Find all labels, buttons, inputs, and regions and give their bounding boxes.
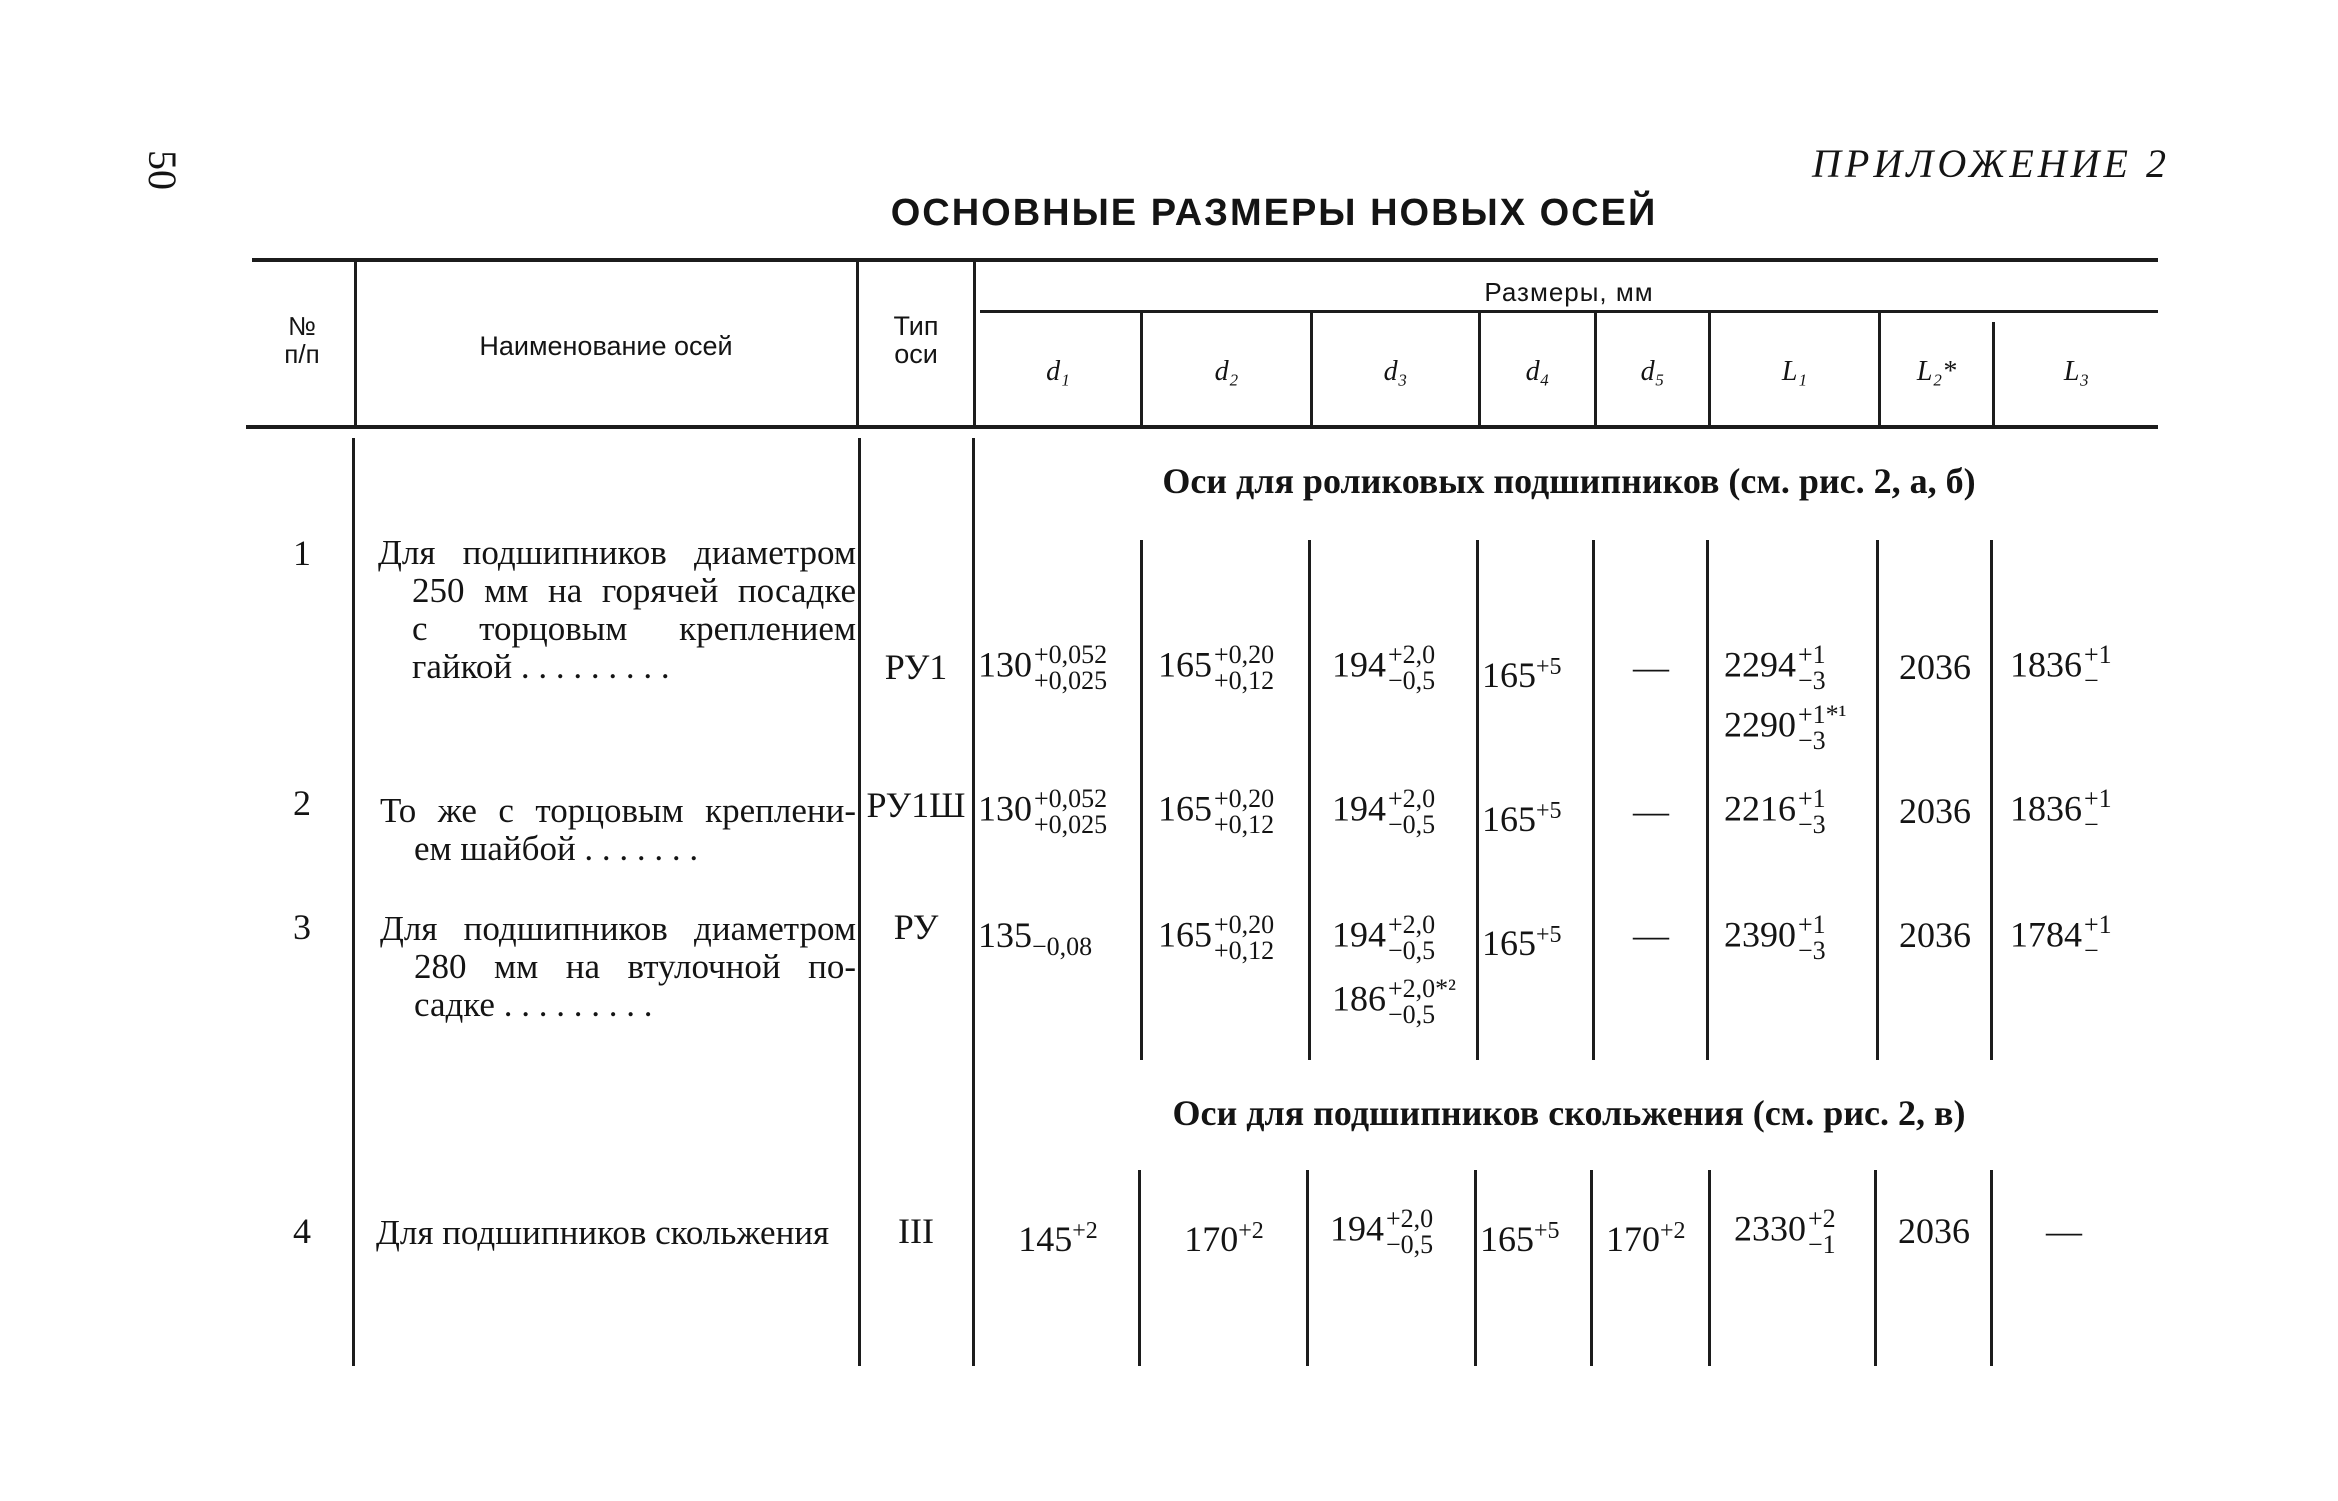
name-line: ем шайбой . . . . . . . — [414, 829, 699, 868]
body-divider — [1706, 540, 1709, 1060]
header-num: № п/п — [284, 311, 320, 369]
name-line: 280 мм на втулочной по- — [414, 947, 856, 986]
cell-L2: 2036 — [1899, 791, 1971, 831]
tolerance — [2084, 912, 2112, 964]
value-base: 194 — [1332, 914, 1386, 955]
body-divider — [1140, 540, 1143, 1060]
section-roller: Оси для роликовых подшипников (см. рис. 2, а, б) — [1162, 461, 1976, 501]
name-line: Для подшипников диаметром — [380, 909, 856, 948]
tol-up: +1 — [1798, 640, 1826, 669]
row-type: РУ1 — [884, 647, 948, 687]
value-base: 135 — [978, 915, 1032, 955]
col-d5: d₅ — [1640, 356, 1665, 387]
page-number: 50 — [140, 150, 185, 190]
row-num: 2 — [293, 783, 311, 823]
name-line: 250 мм на горячей посадке — [412, 571, 856, 610]
value-base: 2294 — [1724, 644, 1796, 685]
name-line: Для подшипников диаметром — [378, 533, 856, 572]
row-num: 3 — [293, 907, 311, 947]
cell-L1 — [1724, 786, 1826, 838]
row-type: III — [898, 1211, 934, 1251]
tol-sup: +2 — [1072, 1218, 1098, 1244]
col-L1: L₁ — [1781, 356, 1808, 387]
tol-sup: +2 — [1238, 1218, 1264, 1244]
cell-d4 — [1482, 648, 1562, 694]
tolerance — [1386, 1206, 1433, 1258]
hdr-divider — [354, 262, 357, 425]
cell-d5: — — [1633, 915, 1669, 955]
row-type: РУ — [893, 907, 939, 947]
tolerance — [1798, 702, 1846, 754]
cell-d3 — [1332, 786, 1435, 838]
section-sliding: Оси для подшипников скольжения (см. рис. 2, в) — [1172, 1093, 1966, 1133]
tol-up: +2,0 — [1386, 1204, 1434, 1233]
cell-L1 — [1724, 912, 1826, 964]
tol-up: +1 — [1798, 910, 1826, 939]
tolerance — [1808, 1206, 1836, 1258]
value-base: 130 — [978, 788, 1032, 829]
col-d3: d₃ — [1383, 356, 1408, 387]
name-line: То же с торцовым креплени- — [380, 791, 856, 830]
tolerance — [1034, 642, 1107, 694]
value-base: 1836 — [2010, 788, 2082, 829]
tolerance — [1034, 786, 1107, 838]
tol-down: −0,5 — [1388, 810, 1436, 839]
cell-L2: 2036 — [1898, 1211, 1970, 1251]
tol-down: −1 — [1808, 1230, 1836, 1259]
tol-down: −0,5 — [1388, 936, 1436, 965]
tol-up: +1 — [2084, 640, 2112, 669]
cell-d1 — [976, 1212, 1140, 1258]
tol-down: − — [2084, 810, 2099, 839]
cell-L3 — [2010, 912, 2112, 964]
body-divider — [1708, 1170, 1711, 1366]
value-base: 194 — [1332, 644, 1386, 685]
row-num: 4 — [293, 1211, 311, 1251]
body-divider — [352, 438, 355, 1366]
cell-d4 — [1480, 1212, 1560, 1258]
value-base: 2216 — [1724, 788, 1796, 829]
tol-sup: +5 — [1536, 654, 1562, 680]
value-base: 170 — [1184, 1219, 1239, 1259]
tolerance — [2084, 786, 2112, 838]
tolerance — [1388, 642, 1435, 694]
tol-down: −3 — [1798, 726, 1826, 755]
cell-L3 — [2010, 642, 2112, 694]
tol-up: +0,052 — [1034, 640, 1108, 669]
cell-d2 — [1158, 912, 1274, 964]
value-base: 186 — [1332, 978, 1386, 1019]
body-divider — [1308, 540, 1311, 1060]
cell-d4 — [1482, 792, 1562, 838]
tol-down: −0,5 — [1386, 1230, 1434, 1259]
tol-down: −0,5 — [1388, 666, 1436, 695]
tol-up: +2,0*² — [1388, 974, 1456, 1003]
tolerance — [1214, 786, 1274, 838]
value-base: 165 — [1482, 655, 1536, 695]
tol-up: +0,20 — [1214, 784, 1275, 813]
col-d1: d₁ — [1046, 356, 1070, 387]
tol-down: − — [2084, 666, 2099, 695]
cell-d3 — [1332, 912, 1435, 964]
tol-up: +2,0 — [1388, 910, 1436, 939]
tolerance — [1798, 912, 1826, 964]
cell-d1 — [978, 786, 1107, 838]
cell-d5: — — [1633, 791, 1669, 831]
body-divider — [1990, 540, 1993, 1060]
tol-sup: +5 — [1536, 922, 1562, 948]
tol-up: +0,20 — [1214, 640, 1275, 669]
value-base: 165 — [1480, 1219, 1534, 1259]
tol-down: −3 — [1798, 666, 1826, 695]
body-divider — [1138, 1170, 1141, 1366]
tol-down: +0,12 — [1214, 666, 1275, 695]
value-base: 165 — [1158, 914, 1212, 955]
value-base: 2290 — [1724, 704, 1796, 745]
header-bottom-rule — [246, 425, 2158, 429]
row-name: Для подшипников скольжения — [376, 1213, 830, 1252]
cell-d3 — [1330, 1206, 1433, 1258]
tol-up: +0,052 — [1034, 784, 1108, 813]
appendix-label: ПРИЛОЖЕНИЕ 2 — [1812, 141, 2170, 186]
tol-up: +1 — [1798, 784, 1826, 813]
cell-L1 — [1724, 642, 1826, 694]
cell-L2: 2036 — [1899, 915, 1971, 955]
row-type: РУ1Ш — [866, 785, 966, 825]
body-divider — [1474, 1170, 1477, 1366]
cell-d2 — [1158, 642, 1274, 694]
tolerance — [1388, 912, 1435, 964]
value-base: 1784 — [2010, 914, 2082, 955]
body-divider — [1476, 540, 1479, 1060]
col-d4: d₄ — [1525, 356, 1550, 387]
hdr-divider — [856, 262, 859, 425]
tol-up: +2,0 — [1388, 784, 1436, 813]
value-base: 130 — [978, 644, 1032, 685]
header-type: Тип оси — [893, 311, 939, 369]
col-d2: d₂ — [1214, 356, 1239, 387]
tolerance — [1798, 786, 1826, 838]
tol-down: +0,12 — [1214, 810, 1275, 839]
value-base: 165 — [1482, 923, 1536, 963]
cell-d2 — [1142, 1212, 1306, 1258]
body-divider — [1592, 540, 1595, 1060]
value-base: 194 — [1332, 788, 1386, 829]
cell-d1 — [978, 642, 1107, 694]
name-line: садке . . . . . . . . . — [414, 985, 653, 1024]
tol-up: +1 — [2084, 910, 2112, 939]
cell-d3 — [1332, 642, 1435, 694]
cell-d5: — — [1633, 647, 1669, 687]
tolerance — [1388, 786, 1435, 838]
tol-sub: −0,08 — [1032, 932, 1093, 962]
col-L3: L₃ — [2063, 356, 2090, 387]
page-title: ОСНОВНЫЕ РАЗМЕРЫ НОВЫХ ОСЕЙ — [890, 192, 1658, 234]
value-base: 145 — [1018, 1219, 1073, 1259]
tol-up: +1*¹ — [1798, 700, 1847, 729]
cell-d3-alt — [1332, 976, 1456, 1028]
tol-up: +1 — [2084, 784, 2112, 813]
tol-up: +0,20 — [1214, 910, 1275, 939]
tol-down: −3 — [1798, 810, 1826, 839]
cell-d5 — [1606, 1212, 1686, 1258]
value-base: 165 — [1482, 799, 1536, 839]
tol-down: − — [2084, 936, 2099, 965]
tolerance — [1388, 976, 1456, 1028]
body-divider — [1874, 1170, 1877, 1366]
tolerance — [1798, 642, 1826, 694]
tolerance — [2084, 642, 2112, 694]
tol-down: +0,025 — [1034, 810, 1108, 839]
tol-up: +2,0 — [1388, 640, 1436, 669]
name-line: гайкой . . . . . . . . . — [412, 647, 670, 686]
cell-L1 — [1734, 1206, 1836, 1258]
tol-down: −3 — [1798, 936, 1826, 965]
cell-d1 — [978, 916, 1092, 966]
tol-down: +0,025 — [1034, 666, 1108, 695]
cell-L3: — — [2046, 1211, 2082, 1251]
value-base: 2330 — [1734, 1208, 1806, 1249]
row-name — [380, 792, 856, 868]
row-num: 1 — [293, 533, 311, 573]
hdr-divider — [973, 262, 976, 425]
body-divider — [1990, 1170, 1993, 1366]
table-top-rule — [252, 258, 2158, 262]
cell-d4 — [1482, 916, 1562, 962]
body-divider — [1876, 540, 1879, 1060]
row-name — [378, 534, 856, 686]
row-name — [380, 910, 856, 1024]
value-base: 165 — [1158, 644, 1212, 685]
tol-down: −0,5 — [1388, 1000, 1436, 1029]
tol-sup: +5 — [1536, 798, 1562, 824]
tol-up: +2 — [1808, 1204, 1836, 1233]
tolerance — [1214, 642, 1274, 694]
header-sizes: Размеры, мм — [1484, 277, 1654, 307]
tol-sup: +2 — [1660, 1218, 1686, 1244]
tolerance — [1214, 912, 1274, 964]
cell-d2 — [1158, 786, 1274, 838]
cell-L3 — [2010, 786, 2112, 838]
cell-L2: 2036 — [1899, 647, 1971, 687]
value-base: 165 — [1158, 788, 1212, 829]
value-base: 194 — [1330, 1208, 1384, 1249]
body-divider — [972, 438, 975, 1366]
sizes-rule — [980, 310, 2158, 313]
tol-sup: +5 — [1534, 1218, 1560, 1244]
tol-down: +0,12 — [1214, 936, 1275, 965]
body-divider — [1590, 1170, 1593, 1366]
value-base: 2390 — [1724, 914, 1796, 955]
cell-L1-alt — [1724, 702, 1846, 754]
header-name: Наименование осей — [479, 331, 733, 361]
value-base: 170 — [1606, 1219, 1660, 1259]
name-line: с торцовым креплением — [412, 609, 856, 648]
col-L2: L₂* — [1916, 356, 1957, 387]
body-divider — [1306, 1170, 1309, 1366]
value-base: 1836 — [2010, 644, 2082, 685]
